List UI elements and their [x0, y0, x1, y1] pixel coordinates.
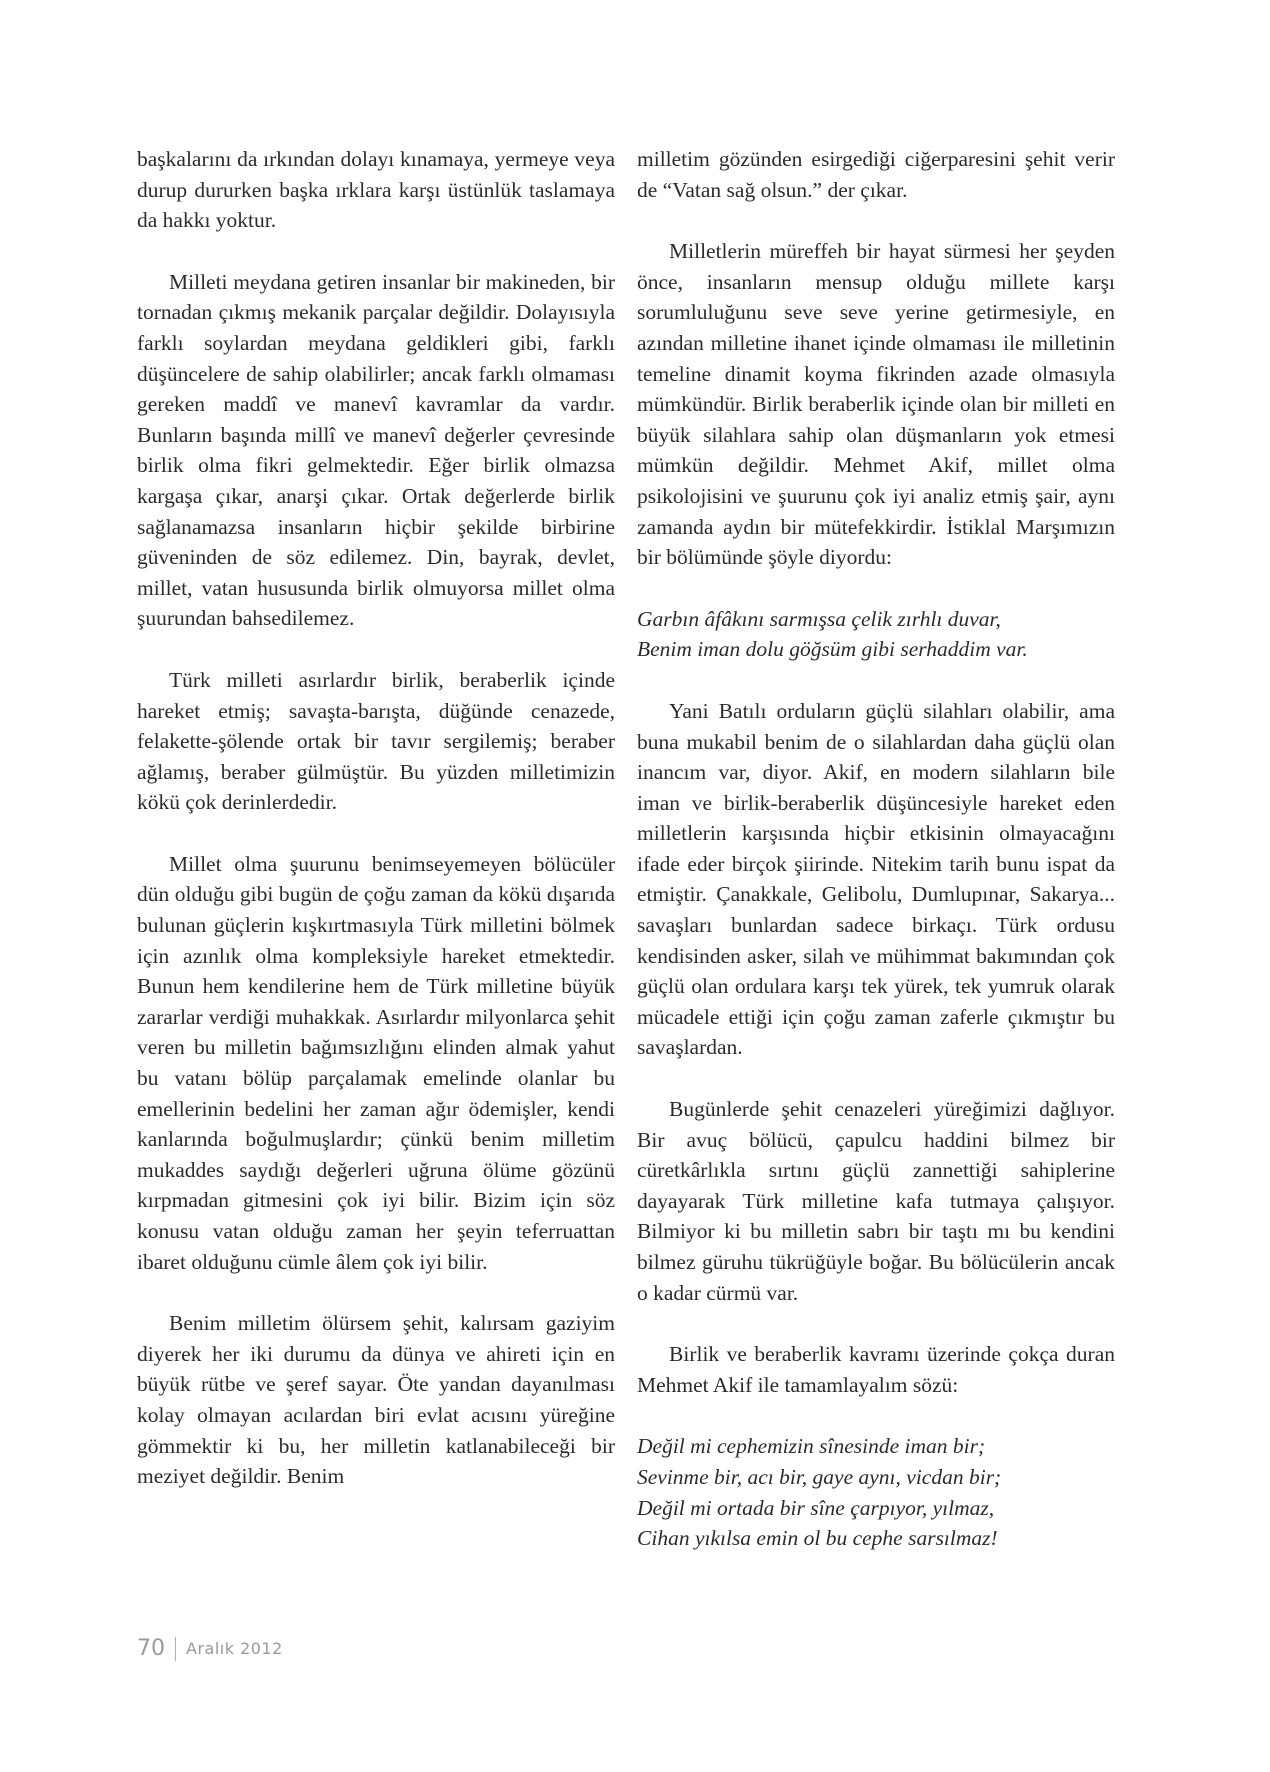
- paragraph: Birlik ve beraberlik kavramı üzerinde çokça duran Mehmet Akif ile tamamlayalım sözü:: [637, 1342, 1115, 1397]
- paragraph: Milletlerin müreffeh bir hayat sürmesi her şeyden önce, insanların mensup olduğu millete karşı sorumluluğunu seve seve yerine getirmesiyle, en azından milletine ihanet içinde olmaması ile milletinin temeline dinamit koyma fikrinden azade olmasıyla mümkündür. Birlik beraberlik içinde olan bir milleti en büyük silahlara sahip olan düşmanların yok etmesi mümkün değildir. Mehmet Akif, millet olma psikolojisini ve şuurunu çok iyi analiz etmiş şair, aynı zamanda aydın bir mütefekkirdir. İstiklal Marşımızın bir bölümünde şöyle diyordu:: [637, 239, 1115, 570]
- paragraph: Türk milleti asırlardır birlik, beraberlik içinde hareket etmiş; savaşta-barışta, düğünde cenazede, felakette-şölende ortak bir tavır sergilemiş; beraber ağlamış, beraber gülmüştür. Bu yüzden milletimizin kökü çok derinlerdedir.: [137, 667, 615, 815]
- paragraph: Bugünlerde şehit cenazeleri yüreğimizi dağlıyor. Bir avuç bölücü, çapulcu haddini bilmez bir cüretkârlıkla sırtını güçlü zannettiği sahiplerine dayayarak Türk milletine kafa tutmaya çalışıyor. Bilmiyor ki bu milletin sabrı bir taştı mı bu kendini bilmez güruhu tükrüğüyle boğar. Bu bölücülerin ancak o kadar cürmü var.: [637, 1097, 1115, 1305]
- verse-line: Sevinme bir, acı bir, gaye aynı, vicdan bir;: [637, 1464, 1002, 1489]
- paragraph: milletim gözünden esirgediği ciğerparesini şehit verir de “Vatan sağ olsun.” der çıkar.: [637, 147, 1115, 202]
- verse-line: Cihan yıkılsa emin ol bu cephe sarsılmaz!: [637, 1526, 998, 1551]
- paragraph: Millet olma şuurunu benimseyemeyen bölücüler dün olduğu gibi bugün de çoğu zaman da kökü dışarıda bulunan güçlerin kışkırtmasıyla Türk milletini bölmek için azınlık olma kompleksiyle hareket etmektedir. Bunun hem kendilerine hem de Türk milletine büyük zararlar verdiği muhakkak. Asırlardır milyonlarca şehit veren bu milletin bağımsızlığını elinden almak yahut bu vatanı bölüp parçalamak emelinde olanlar bu emellerinin bedelini her zaman ağır ödemişler, kendi kanlarında boğulmuşlardır; çünkü benim milletim mukaddes saydığı değerleri uğruna ölüme gözünü kırpmadan gitmesini çok iyi bilir. Bizim için söz konusu vatan olduğu zaman her şeyin teferruattan ibaret olduğunu cümle âlem çok iyi bilir.: [137, 851, 615, 1274]
- issue-date: Aralık 2012: [186, 1639, 283, 1658]
- verse-line: Değil mi ortada bir sîne çarpıyor, yılmaz,: [637, 1495, 995, 1520]
- page-footer: [137, 1636, 283, 1661]
- left-text-column: [137, 144, 615, 1523]
- verse-line: Garbın âfâkını sarmışsa çelik zırhlı duvar,: [637, 606, 1001, 631]
- page-number: 70: [137, 1636, 165, 1661]
- paragraph: Yani Batılı orduların güçlü silahları olabilir, ama buna mukabil benim de o silahlardan daha güçlü olan inancım var, diyor. Akif, en modern silahların bile iman ve birlik-beraberlik düşüncesiyle hareket eden milletlerin karşısında hiçbir etkisinin olmayacağını ifade eder birçok şiirinde. Nitekim tarih bunu ispat da etmiştir. Çanakkale, Gelibolu, Dumlupınar, Sakarya... savaşları bunlardan sadece birkaçı. Türk ordusu kendisinden asker, silah ve mühimmat bakımından çok güçlü olan ordulara karşı tek yürek, tek yumruk olarak mücadele ettiği için çoğu zaman zaferle çıkmıştır bu savaşlardan.: [637, 698, 1115, 1060]
- footer-divider: [175, 1637, 176, 1661]
- poem-quote: [637, 1431, 1115, 1553]
- verse-line: Değil mi cephemizin sînesinde iman bir;: [637, 1434, 986, 1459]
- verse-line: Benim iman dolu göğsüm gibi serhaddim var.: [637, 637, 1028, 662]
- paragraph: Milleti meydana getiren insanlar bir makineden, bir tornadan çıkmış mekanik parçalar değildir. Dolayısıyla farklı soylardan meydana geldikleri gibi, farklı düşüncelere de sahip olabilirler; ancak farklı olmaması gereken maddî ve manevî kavramlar da vardır. Bunların başında millî ve manevî değerler çevresinde birlik olma fikri gelmektedir. Eğer birlik olmazsa kargaşa çıkar, anarşi çıkar. Ortak değerlerde birlik sağlanamazsa insanların hiçbir şekilde birbirine güveninden de söz edilemez. Din, bayrak, devlet, millet, vatan hususunda birlik olmuyorsa millet olma şuurundan bahsedilemez.: [137, 269, 615, 631]
- paragraph: Benim milletim ölürsem şehit, kalırsam gaziyim diyerek her iki durumu da dünya ve ahireti için en büyük rütbe ve şeref sayar. Öte yandan dayanılması kolay olmayan acılardan biri evlat acısını yüreğine gömmektir ki bu, her milletin katlanabileceği bir meziyet değildir. Benim: [137, 1311, 615, 1489]
- paragraph: başkalarını da ırkından dolayı kınamaya, yermeye veya durup dururken başka ırklara karşı üstünlük taslamaya da hakkı yoktur.: [137, 147, 615, 233]
- right-text-column: [637, 144, 1115, 1585]
- poem-quote: [637, 604, 1115, 665]
